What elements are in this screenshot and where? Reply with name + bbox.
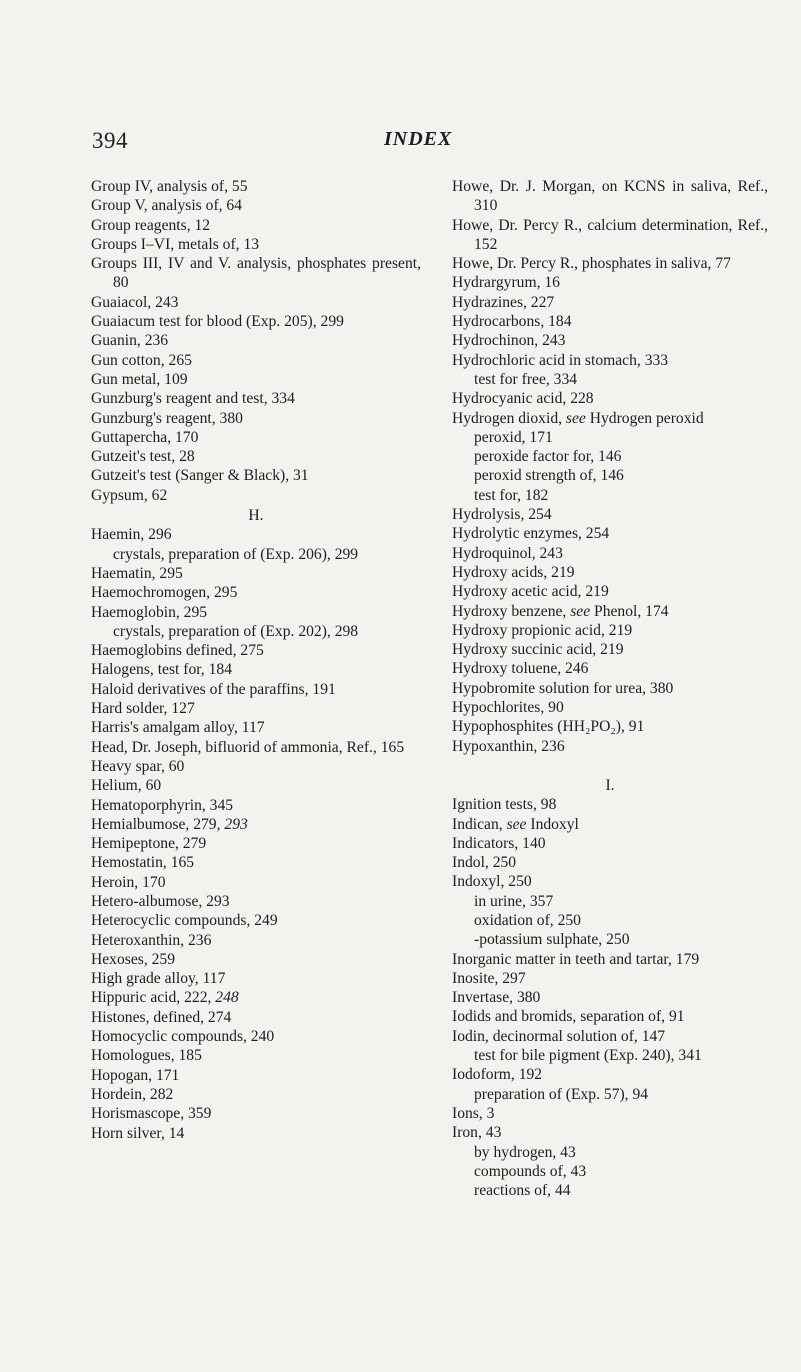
index-entry: Iodin, decinormal solution of, 147: [452, 1027, 666, 1045]
index-entry: Howe, Dr. Percy R., phosphates in saliva, 77: [452, 255, 731, 273]
index-subentry: peroxide factor for, 146: [474, 448, 622, 466]
index-entry: Guaiacum test for blood (Exp. 205), 299: [91, 313, 344, 331]
index-subentry: preparation of (Exp. 57), 94: [474, 1085, 649, 1103]
index-entry: Gutzeit's test (Sanger & Black), 31: [91, 467, 309, 485]
index-entry: Haematin, 295: [91, 564, 183, 582]
index-entry: Hydroxy succinic acid, 219: [452, 641, 624, 659]
index-entry: Inorganic matter in teeth and tartar, 179: [452, 950, 700, 968]
index-entry: Harris's amalgam alloy, 117: [91, 719, 265, 737]
index-subentry: compounds of, 43: [474, 1162, 587, 1180]
page-header: [92, 128, 692, 158]
index-subentry: -potassium sulphate, 250: [474, 931, 630, 949]
index-entry: Hydroxy propionic acid, 219: [452, 621, 633, 639]
index-entry: Ions, 3: [452, 1104, 495, 1122]
index-entry: Haemoglobin, 295: [91, 603, 208, 621]
index-subentry: crystals, preparation of (Exp. 202), 298: [113, 622, 359, 640]
index-entry: Horn silver, 14: [91, 1124, 185, 1142]
index-entry: [91, 815, 421, 834]
index-entry: Hordein, 282: [91, 1085, 174, 1103]
index-entry: Howe, Dr. J. Morgan, on KCNS in saliva, Ref., 310: [452, 178, 768, 215]
index-entry: Hypoxanthin, 236: [452, 737, 565, 755]
index-entry: Heroin, 170: [91, 873, 166, 891]
entry-page-italic: 248: [215, 989, 239, 1007]
section-heading-h: H.: [248, 507, 264, 525]
index-entry: Howe, Dr. Percy R., calcium determination, Ref., 152: [452, 216, 768, 253]
index-entry: Invertase, 380: [452, 989, 541, 1007]
index-entry: Hydrochinon, 243: [452, 332, 566, 350]
entry-text: Hydroxy benzene,: [452, 602, 571, 620]
index-entry: Guaiacol, 243: [91, 293, 179, 311]
index-entry: [452, 409, 768, 428]
entry-text: Indican,: [452, 815, 507, 833]
index-entry: Homologues, 185: [91, 1047, 202, 1065]
index-entry: Group IV, analysis of, 55: [91, 178, 248, 195]
index-entry: Inosite, 297: [452, 969, 526, 987]
index-entry: Hexoses, 259: [91, 950, 176, 968]
index-entry: Gunzburg's reagent and test, 334: [91, 390, 295, 408]
index-entry: [452, 815, 768, 834]
page-number: 394: [92, 128, 128, 153]
index-entry: Heterocyclic compounds, 249: [91, 912, 278, 930]
index-subentry: by hydrogen, 43: [474, 1143, 576, 1161]
index-entry: Group reagents, 12: [91, 216, 211, 234]
index-column-left: [91, 177, 421, 1143]
index-entry: Hydroxy acetic acid, 219: [452, 583, 609, 601]
index-subentry: test for bile pigment (Exp. 240), 341: [474, 1047, 702, 1065]
running-title: INDEX: [384, 128, 453, 150]
index-entry: Hard solder, 127: [91, 700, 195, 718]
entry-text: Phenol, 174: [590, 602, 669, 620]
index-entry: Gun cotton, 265: [91, 351, 192, 369]
index-entry: Hypochlorites, 90: [452, 699, 564, 717]
index-entry: Hydrolysis, 254: [452, 506, 552, 524]
index-entry: Groups I–VI, metals of, 13: [91, 235, 260, 253]
entry-page-italic: 293: [224, 815, 248, 833]
index-entry: Gypsum, 62: [91, 486, 168, 504]
index-entry: Hydrolytic enzymes, 254: [452, 525, 610, 543]
index-entry: High grade alloy, 117: [91, 970, 226, 988]
index-entry: Hydroxy acids, 219: [452, 563, 575, 581]
index-entry: Indoxyl, 250: [452, 873, 532, 891]
index-entry: Hydrazines, 227: [452, 293, 555, 311]
index-entry: Hopogan, 171: [91, 1066, 180, 1084]
index-entry: Histones, defined, 274: [91, 1008, 232, 1026]
index-entry: Hetero-albumose, 293: [91, 892, 230, 910]
section-heading-i: I.: [605, 776, 615, 794]
index-entry: [452, 602, 768, 621]
see-reference: see: [565, 409, 586, 427]
entry-text: Hemialbumose, 279,: [91, 815, 225, 833]
index-entry: Guanin, 236: [91, 332, 169, 350]
index-entry: Hypobromite solution for urea, 380: [452, 679, 674, 697]
see-reference: see: [506, 815, 527, 833]
index-subentry: test for free, 334: [474, 370, 578, 388]
index-entry: Hydrocarbons, 184: [452, 313, 572, 331]
index-entry: Iron, 43: [452, 1124, 502, 1142]
entry-text: Hydrogen peroxid: [585, 409, 704, 427]
index-entry: Haemochromogen, 295: [91, 584, 238, 602]
index-entry: Hydrochloric acid in stomach, 333: [452, 351, 669, 369]
index-entry: Hydroxy toluene, 246: [452, 660, 589, 678]
index-entry: Halogens, test for, 184: [91, 661, 232, 679]
index-entry: Heteroxanthin, 236: [91, 931, 212, 949]
see-reference: see: [570, 602, 591, 620]
index-entry: Homocyclic compounds, 240: [91, 1028, 275, 1046]
index-entry: Helium, 60: [91, 777, 162, 795]
index-entry: Hydroquinol, 243: [452, 544, 563, 562]
index-subentry: in urine, 357: [474, 892, 554, 910]
index-subentry: oxidation of, 250: [474, 911, 581, 929]
index-subentry: peroxid strength of, 146: [474, 467, 624, 485]
index-entry: Guttapercha, 170: [91, 428, 199, 446]
index-entry: Head, Dr. Joseph, bifluorid of ammonia, Ref., 165: [91, 738, 405, 756]
index-entry: Hemostatin, 165: [91, 854, 195, 872]
index-entry: Ignition tests, 98: [452, 796, 557, 814]
index-entry: [91, 988, 421, 1007]
index-entry: Indicators, 140: [452, 834, 546, 852]
index-entry: Haemin, 296: [91, 526, 172, 544]
index-entry: Hemipeptone, 279: [91, 835, 207, 853]
entry-text: Indoxyl: [526, 815, 579, 833]
index-entry: Horismascope, 359: [91, 1105, 212, 1123]
index-entry: Groups III, IV and V. analysis, phosphates present, 80: [91, 255, 421, 292]
index-entry: Gunzburg's reagent, 380: [91, 409, 243, 427]
index-entry: Hematoporphyrin, 345: [91, 796, 234, 814]
index-entry: Iodids and bromids, separation of, 91: [452, 1008, 685, 1026]
entry-text: Hippuric acid, 222,: [91, 989, 216, 1007]
index-entry: Haemoglobins defined, 275: [91, 642, 264, 660]
index-subentry: peroxid, 171: [474, 428, 553, 446]
index-entry: Indol, 250: [452, 854, 517, 872]
index-column-right: [452, 177, 768, 1200]
index-entry: Hydrargyrum, 16: [452, 274, 560, 292]
index-entry: Hypophosphites (HH₂PO₂), 91: [452, 718, 645, 736]
index-subentry: crystals, preparation of (Exp. 206), 299: [113, 545, 359, 563]
entry-text: Hydrogen dioxid,: [452, 409, 566, 427]
index-entry: Gutzeit's test, 28: [91, 448, 195, 466]
index-entry: Gun metal, 109: [91, 370, 188, 388]
index-entry: Heavy spar, 60: [91, 757, 185, 775]
index-entry: Haloid derivatives of the paraffins, 191: [91, 680, 336, 698]
index-entry: Group V, analysis of, 64: [91, 197, 243, 215]
index-entry: Hydrocyanic acid, 228: [452, 390, 594, 408]
index-subentry: reactions of, 44: [474, 1182, 571, 1200]
index-entry: Iodoform, 192: [452, 1066, 543, 1084]
index-subentry: test for, 182: [474, 486, 549, 504]
